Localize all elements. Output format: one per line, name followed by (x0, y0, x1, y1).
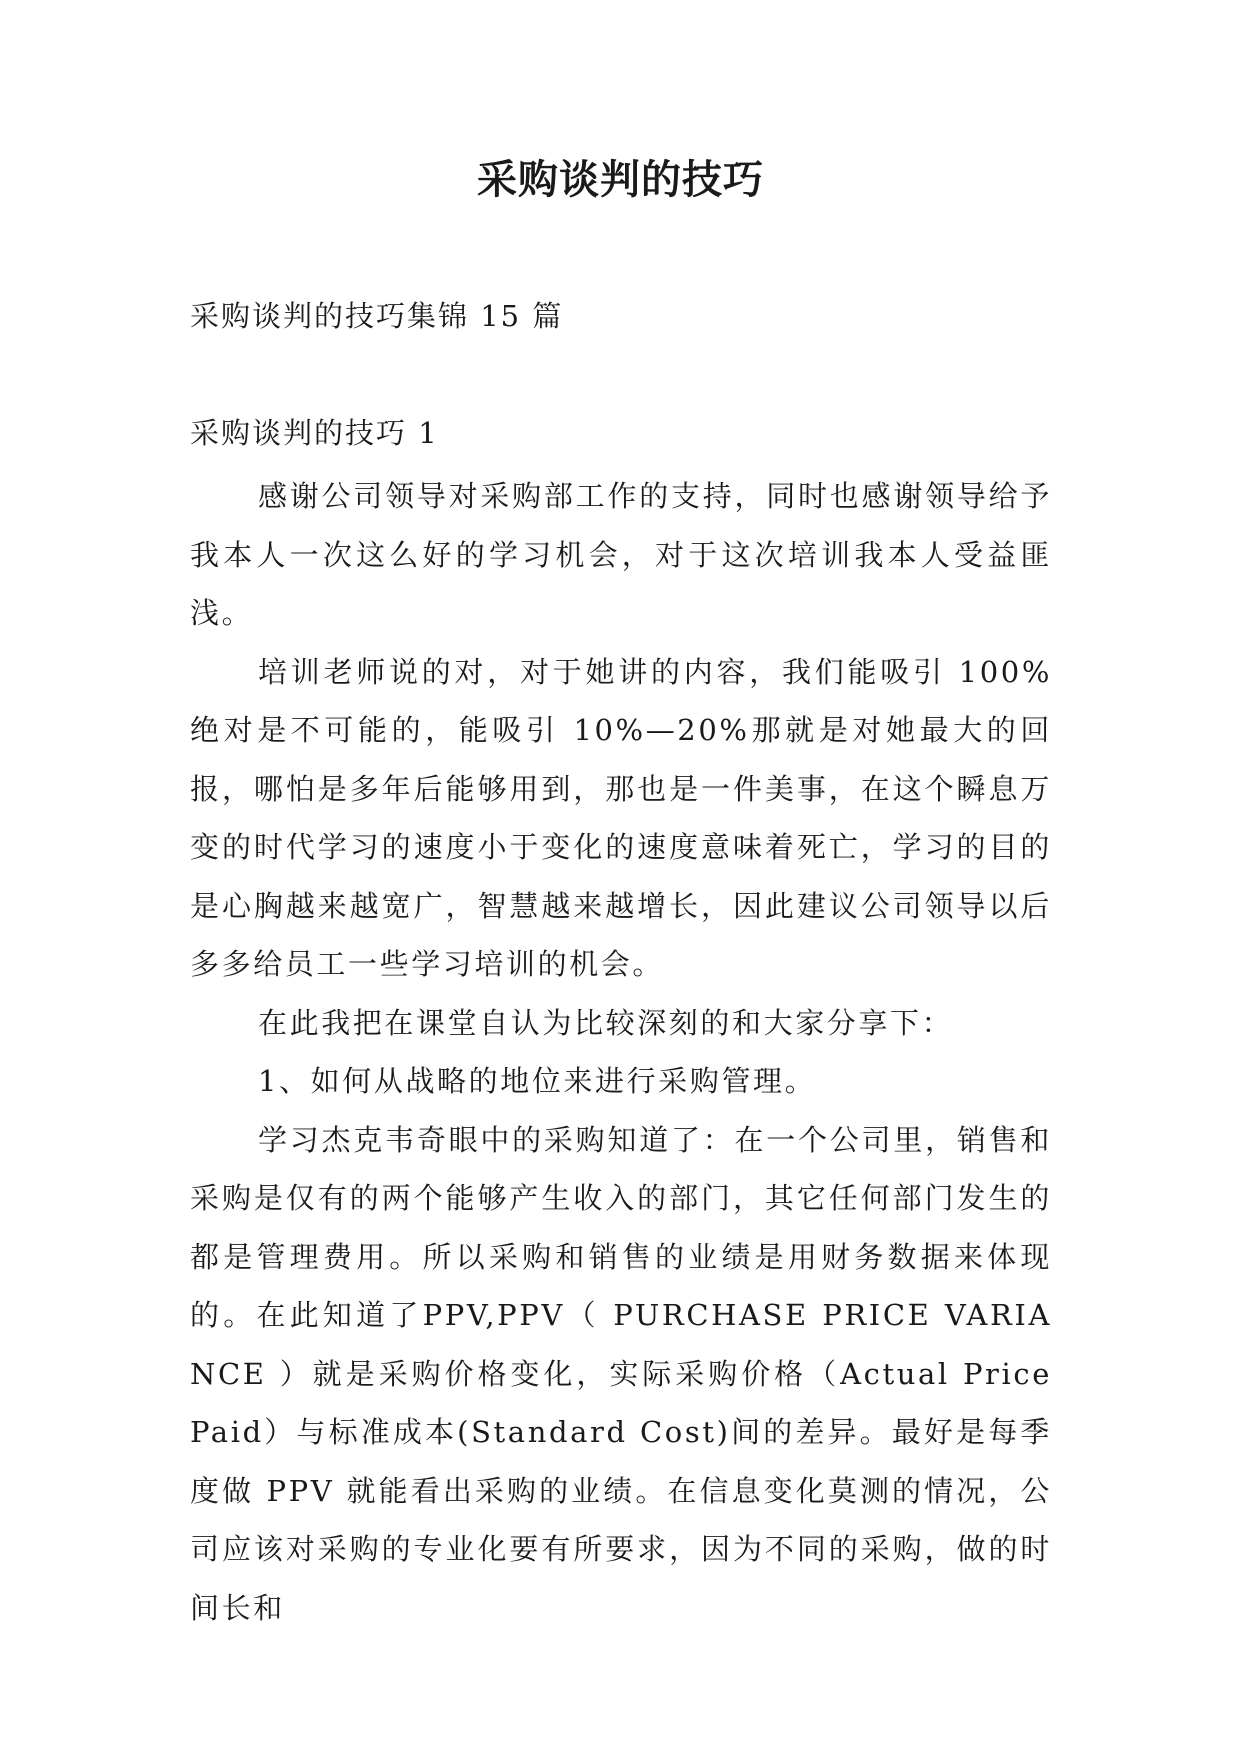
body-text (190, 467, 1052, 1637)
document-subtitle: 采购谈判的技巧集锦 15 篇 (190, 299, 564, 333)
paragraph: 感谢公司领导对采购部工作的支持，同时也感谢领导给予我本人一次这么好的学习机会，对于这次培训我本人受益匪浅。 (190, 479, 1052, 630)
section-heading: 采购谈判的技巧 1 (190, 416, 439, 450)
paragraph: 学习杰克韦奇眼中的采购知道了：在一个公司里，销售和采购是仅有的两个能够产生收入的部门，其它任何部门发生的都是管理费用。所以采购和销售的业绩是用财务数据来体现的。在此知道了PPV,PPV（ PURCHASE PRICE VARIANCE ）就是采购价格变化，实际采购价格（Actual Price Paid）与标准成本(Standard Cost)间的差异。最好是每季度做 PPV 就能看出采购的业绩。在信息变化莫测的情况，公司应该对采购的专业化要有所要求，因为不同的采购，做的时间长和 (190, 1122, 1052, 1625)
document-title: 采购谈判的技巧 (477, 157, 764, 203)
paragraph: 1、如何从战略的地位来进行采购管理。 (258, 1064, 817, 1098)
paragraph: 培训老师说的对，对于她讲的内容，我们能吸引 100%绝对是不可能的，能吸引 10%—20%那就是对她最大的回报，哪怕是多年后能够用到，那也是一件美事，在这个瞬息万变的时代学习的速度小于变化的速度意味着死亡，学习的目的是心胸越来越宽广，智慧越来越增长，因此建议公司领导以后多多给员工一些学习培训的机会。 (190, 654, 1052, 981)
paragraph: 在此我把在课堂自认为比较深刻的和大家分享下： (258, 1005, 954, 1040)
